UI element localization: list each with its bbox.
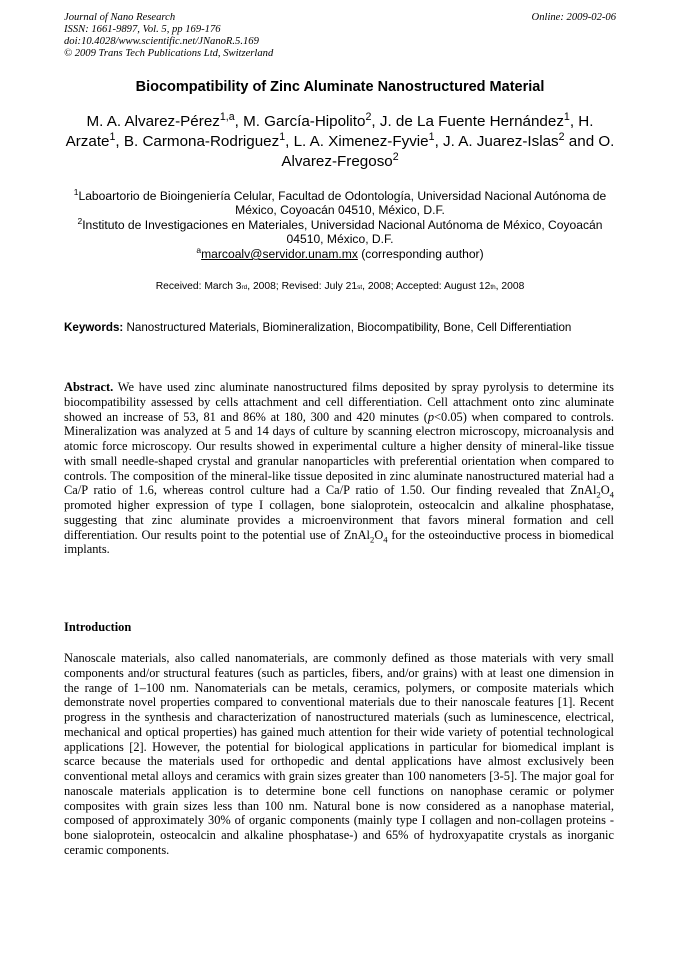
keywords (64, 321, 584, 336)
abstract: Abstract. We have used zinc aluminate nanostructured films deposited by spray pyrolysis to determine its biocompatibility assessed by cells attachment and cell differentiation. Cell attachment onto zinc aluminate showed an increase of 53, 81 and 86% at 180, 300 and 420 minutes (p<0.05) when compared to controls. Mineralization was analyzed at 5 and 14 days of culture by scanning electron microscopy, microanalysis and atomic force microscopy. Our results showed in experimental culture a higher density of mineral-like tissue with small needle-shaped crystal and granular nanoparticles with preferential orientation when compared to controls. The composition of the mineral-like tissue deposited in zinc aluminate nanostructured material had a Ca/P ratio of 1.6, whereas control culture had a Ca/P ratio of 1.50. Our finding revealed that $ZnAl_2O_4$ promoted higher expression of type I collagen, bone sialoprotein, osteocalcin and alkaline phosphatase, suggesting that zinc aluminate provides a microenvironment that favors mineral formation and cell differentiation. Our results point to the potential use of $ZnAl_2O_4$ for the osteoinductive process in biomedical implants. (64, 380, 614, 557)
journal-copyright: © 2009 Trans Tech Publications Ltd, Switzerland (64, 48, 274, 59)
dates-line: Received: March 3rd, 2008; Revised: July 21st, 2008; Accepted: August 12th, 2008 (155, 281, 525, 292)
author-name: O. Alvarez-Fregoso (281, 133, 615, 170)
journal-doi: doi:10.4028/www.scientific.net/JNanoR.5.169 (64, 36, 259, 47)
author-affiliation-marker: 1 (428, 130, 435, 143)
abstract-label: Abstract. (64, 380, 114, 394)
affiliation-1: $^1$Laboartorio de Bioingeniería Celular, Facultad de Odontología, Universidad Nacional Autónoma de México, Coyoacán 04510, México, D.F. (73, 186, 607, 218)
journal-name: Journal of Nano Research (64, 12, 176, 23)
author-name: B. Carmona-Rodriguez (123, 133, 280, 150)
introduction-paragraph: Nanoscale materials, also called nanomaterials, are commonly defined as those materials with very small components and/or structural features (such as particles, fibers, and/or grains) with at least one dimension in the range of 1–100 nm. Nanomaterials can be metals, ceramics, polymers, or composite materials which demonstrate novel properties compared to conventional materials due to their nanoscale features [1]. Recent progress in the synthesis and characterization of nanostructured materials (such as luminescence, electrical, mechanical and optical properties) has gained much attention for their wide variety of potential technological applications [2]. However, the potential for biological applications in particular for biomedical implant is scarce because the materials used for orthopedic and dental applications have almost exclusively been conventional metal alloys and ceramics with grain sizes greater than 100 nanometers [3-5]. The major goal for nanoscale materials application is to determine bone cell functions on nanophase ceramic or polymer composites with grain sizes less than 100 nm. Natural bone is now considered as a nanophase material, composed of approximately 30% of organic components (mainly type I collagen and non-collagen proteins -bone sialoprotein, osteocalcin and alkaline phosphatase-) and 65% of hydroxyapatite crystals as inorganic ceramic components. (64, 651, 614, 857)
author-affiliation-marker: 1 (563, 110, 570, 123)
affiliation-2: $^2$Instituto de Investigaciones en Materiales, Universidad Nacional Autónoma de México, Coyoacán 04510, México, D.F. (77, 215, 603, 247)
author-separator: , (115, 133, 124, 150)
online-date: Online: 2009-02-06 (531, 12, 616, 23)
correspondence-marker: a (196, 244, 202, 255)
author-separator: , (569, 113, 579, 130)
author-list (60, 112, 620, 172)
author-name: M. García-Hipolito (243, 113, 366, 130)
author-separator: , (371, 113, 380, 130)
author-affiliation-marker: 1 (279, 130, 286, 143)
author-name: H. Arzate (65, 113, 594, 150)
author-separator: , (234, 113, 244, 130)
author-affiliation-marker: 1 (109, 130, 116, 143)
journal-header (64, 12, 616, 60)
affiliations (60, 186, 620, 247)
correspondence (60, 244, 620, 261)
author-name: L. A. Ximenez-Fyvie (293, 133, 429, 150)
author-separator: and (564, 133, 599, 150)
author-separator: , (434, 133, 444, 150)
author-name: J. A. Juarez-Islas (443, 133, 559, 150)
keywords-label: Keywords: (64, 321, 124, 334)
author-affiliation-marker: 2 (558, 130, 565, 143)
author-affiliation-marker: 2 (392, 150, 399, 163)
correspondence-note: (corresponding author) (357, 247, 484, 261)
paper-title: Biocompatibility of Zinc Aluminate Nanostructured Material (135, 79, 545, 95)
journal-issn: ISSN: 1661-9897, Vol. 5, pp 169-176 (64, 24, 221, 35)
email-link[interactable]: marcoalv@servidor.unam.mx (201, 247, 358, 261)
introduction-heading: Introduction (64, 620, 132, 634)
keywords-text: Nanostructured Materials, Biomineralization, Biocompatibility, Bone, Cell Differentiation (123, 321, 572, 334)
author-name: J. de La Fuente Hernández (379, 113, 564, 130)
author-affiliation-marker: 1,a (219, 110, 235, 123)
author-separator: , (285, 133, 294, 150)
author-affiliation-marker: 2 (365, 110, 372, 123)
author-name: M. A. Alvarez-Pérez (86, 113, 220, 130)
